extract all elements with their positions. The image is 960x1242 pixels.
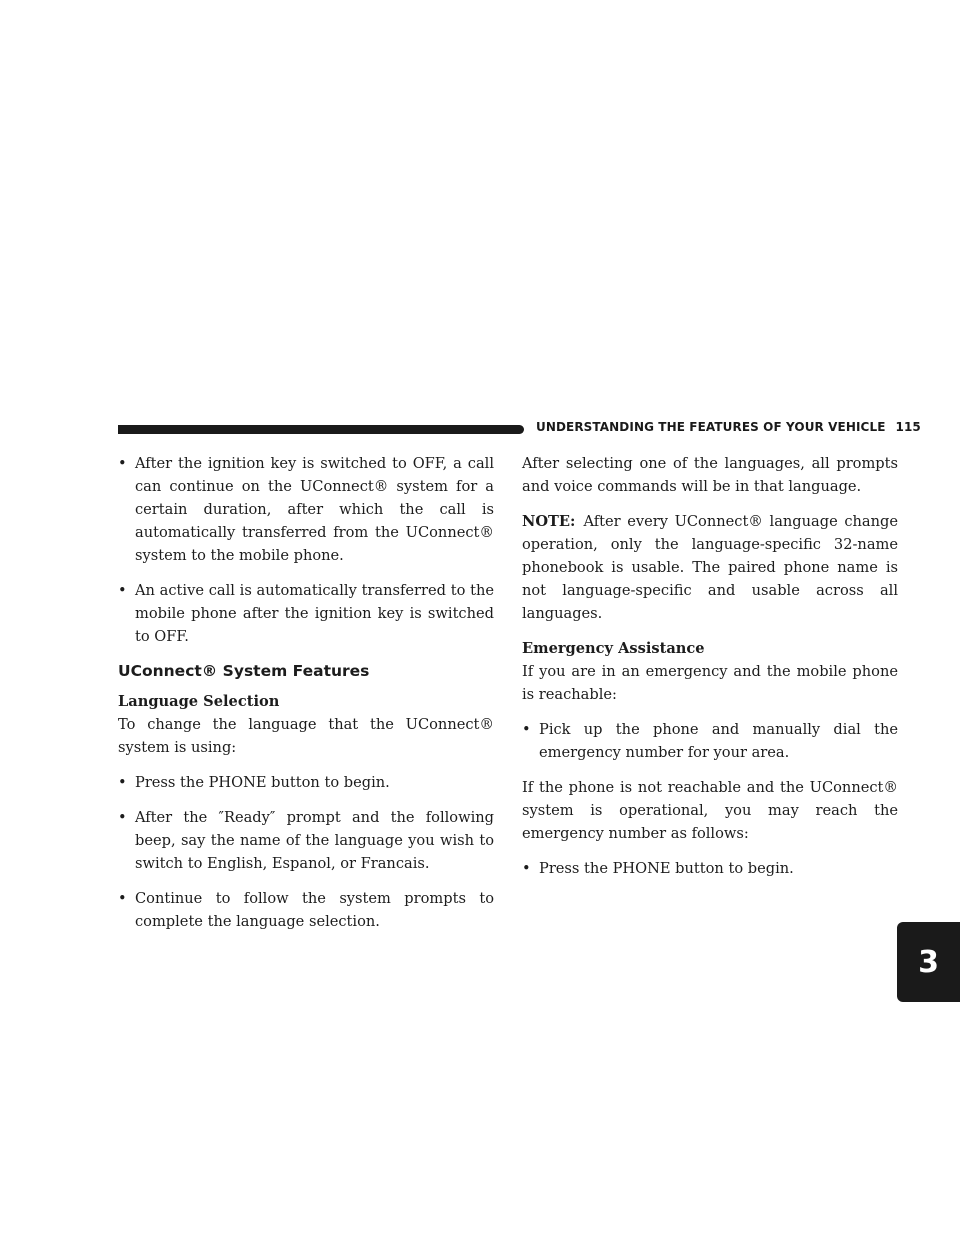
bullet-icon: • <box>118 890 127 907</box>
note-text: After every UConnect® language change operation, only the language-specific 32-name phonebook is usable. The paired phone name is not language-specific and usable across all languages. <box>522 513 898 622</box>
right-column <box>522 452 898 892</box>
list-item <box>118 452 494 567</box>
intro-paragraph: To change the language that the UConnect® system is using: <box>118 716 494 756</box>
left-column <box>118 452 494 945</box>
subheading-emergency-assistance: Emergency Assistance <box>522 640 705 657</box>
list-item-text: After the ignition key is switched to OFF, a call can continue on the UConnect® system for a certain duration, after which the call is automatically transferred from the UConnect® system to the mobile phone. <box>135 455 494 564</box>
header-bar <box>118 425 524 434</box>
bullet-icon: • <box>522 860 531 877</box>
subheading-language-selection: Language Selection <box>118 693 280 710</box>
bullet-icon: • <box>522 721 531 738</box>
list-item <box>118 806 494 875</box>
list-item <box>522 718 898 764</box>
list-item <box>522 857 898 880</box>
bullet-icon: • <box>118 809 127 826</box>
bullet-icon: • <box>118 455 127 472</box>
running-header <box>536 420 921 434</box>
list-item <box>118 887 494 933</box>
header-title: UNDERSTANDING THE FEATURES OF YOUR VEHICLE <box>536 420 886 434</box>
not-reachable-paragraph: If the phone is not reachable and the UConnect® system is operational, you may reach the emergency number as follows: <box>522 779 898 842</box>
note-label: NOTE: <box>522 513 576 530</box>
language-result-paragraph: After selecting one of the languages, all prompts and voice commands will be in that language. <box>522 455 898 495</box>
list-item-text: An active call is automatically transferred to the mobile phone after the ignition key is switched to OFF. <box>135 582 494 645</box>
bullet-icon: • <box>118 582 127 599</box>
list-item <box>118 771 494 794</box>
chapter-tab: 3 <box>897 922 960 1002</box>
page-number: 115 <box>895 420 921 434</box>
list-item <box>118 579 494 648</box>
emergency-intro-paragraph: If you are in an emergency and the mobile phone is reachable: <box>522 663 898 703</box>
section-heading: UConnect® System Features <box>118 662 370 680</box>
list-item-text: Press the PHONE button to begin. <box>539 860 794 877</box>
list-item-text: Continue to follow the system prompts to complete the language selection. <box>135 890 494 930</box>
list-item-text: Press the PHONE button to begin. <box>135 774 390 791</box>
list-item-text: Pick up the phone and manually dial the emergency number for your area. <box>539 721 898 761</box>
list-item-text: After the ″Ready″ prompt and the following beep, say the name of the language you wish to switch to English, Espanol, or Francais. <box>135 809 494 872</box>
bullet-icon: • <box>118 774 127 791</box>
note-paragraph <box>522 510 898 625</box>
